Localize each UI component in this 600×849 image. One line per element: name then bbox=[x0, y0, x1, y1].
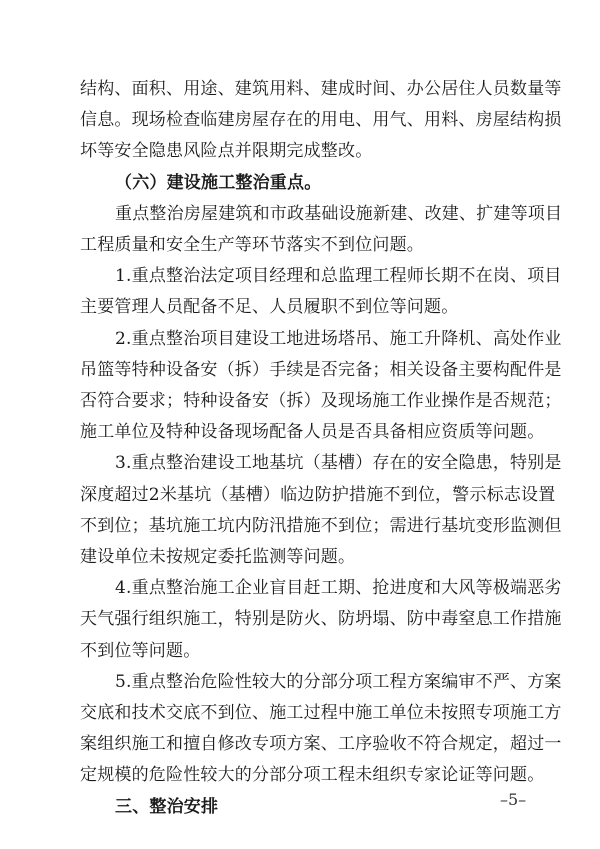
body-line: 建设单位未按规定委托监测等问题。 bbox=[80, 547, 356, 567]
paragraph-first-line: 重点整治房屋建筑和市政基础设施新建、改建、扩建等项目 bbox=[115, 203, 563, 224]
body-line: 天气强行组织施工，特别是防火、防坍塌、防中毒窒息工作措施 bbox=[80, 609, 562, 630]
page-number: –5– bbox=[500, 790, 527, 809]
body-line: 信息。现场检查临建房屋存在的用电、用气、用料、房屋结构损 bbox=[80, 110, 562, 131]
body-line: 坏等安全隐患风险点并限期完成整改。 bbox=[80, 141, 373, 162]
body-line: 结构、面积、用途、建筑用料、建成时间、办公居住人员数量等 bbox=[80, 79, 562, 99]
body-line: 不到位等问题。 bbox=[80, 640, 201, 661]
body-line: 案组织施工和擅自修改专项方案、工序验收不符合规定，超过一 bbox=[80, 734, 562, 755]
paragraph-first-line: 2.重点整治项目建设工地进场塔吊、施工升降机、高处作业 bbox=[115, 328, 562, 349]
section-heading: （六）建设施工整治重点。 bbox=[115, 172, 322, 193]
paragraph-first-line: 1.重点整治法定项目经理和总监理工程师长期不在岗、项目 bbox=[115, 266, 562, 287]
paragraph-first-line: 5.重点整治危险性较大的分部分项工程方案编审不严、方案 bbox=[115, 671, 562, 692]
paragraph-first-line: 4.重点整治施工企业盲目赶工期、抢进度和大风等极端恶劣 bbox=[115, 578, 562, 599]
body-line: 定规模的危险性较大的分部分项工程未组织专家论证等问题。 bbox=[80, 765, 545, 786]
body-line: 主要管理人员配备不足、人员履职不到位等问题。 bbox=[80, 297, 459, 318]
body-line: 不到位；基坑施工坑内防汛措施不到位；需进行基坑变形监测但 bbox=[80, 515, 562, 536]
body-line: 工程质量和安全生产等环节落实不到位问题。 bbox=[80, 235, 424, 255]
body-line: 深度超过2米基坑（基槽）临边防护措施不到位，警示标志设置 bbox=[80, 484, 556, 505]
section-heading: 三、整治安排 bbox=[115, 796, 219, 817]
body-line: 交底和技术交底不到位、施工过程中施工单位未按照专项施工方 bbox=[80, 703, 562, 723]
body-line: 吊篮等特种设备安（拆）手续是否完备；相关设备主要构配件是 bbox=[80, 359, 562, 380]
body-line: 否符合要求；特种设备安（拆）及现场施工作业操作是否规范； bbox=[80, 391, 562, 411]
body-line: 施工单位及特种设备现场配备人员是否具备相应资质等问题。 bbox=[80, 422, 545, 443]
paragraph-first-line: 3.重点整治建设工地基坑（基槽）存在的安全隐患，特别是 bbox=[115, 453, 562, 474]
